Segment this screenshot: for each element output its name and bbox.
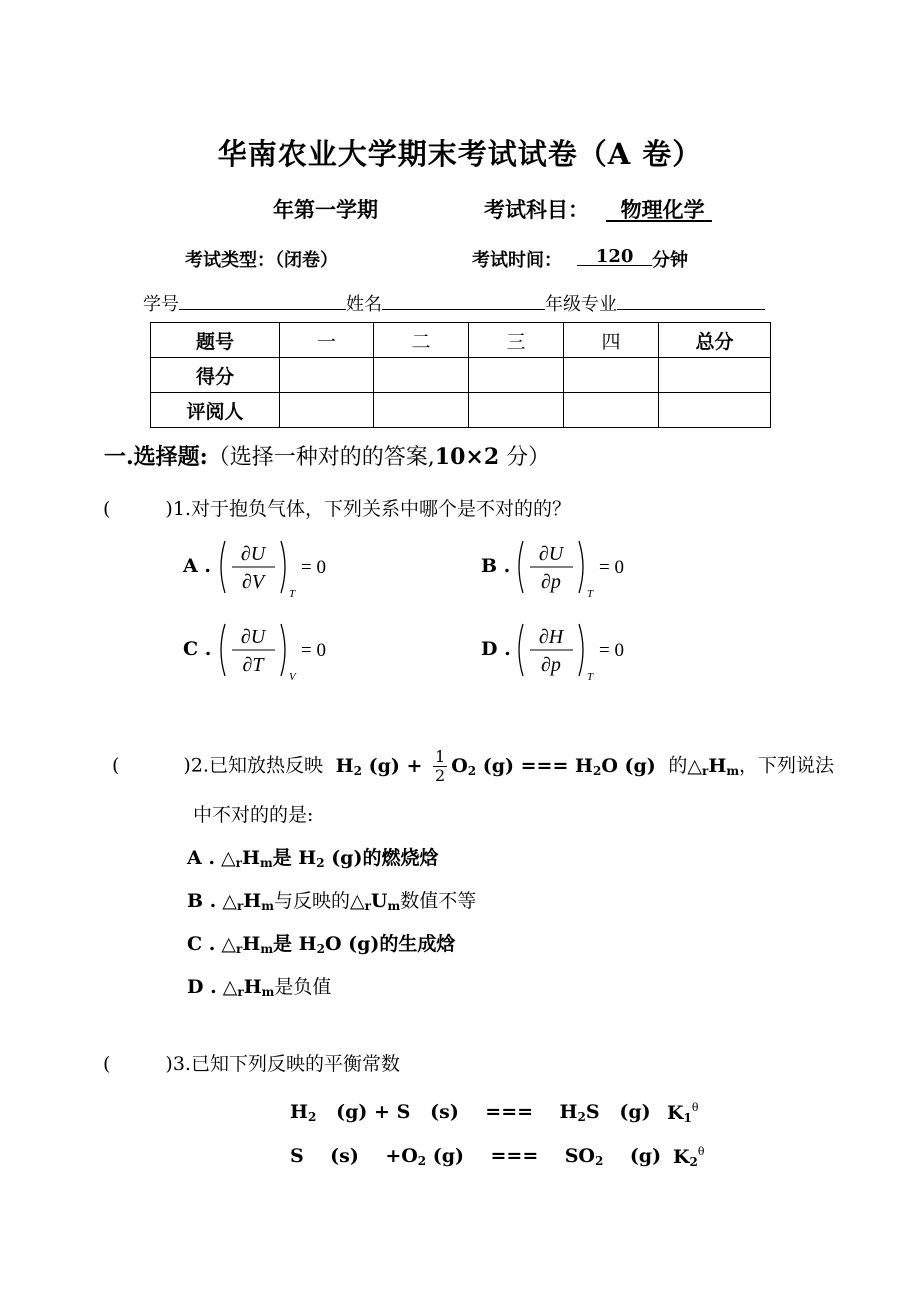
derivative-subscript: T	[587, 671, 594, 683]
score-cell[interactable]	[659, 358, 771, 393]
derivative-expression	[215, 618, 335, 686]
score-cell[interactable]	[564, 358, 659, 393]
exam-time-unit: 分钟	[652, 250, 688, 271]
score-table	[150, 322, 771, 428]
derivative-rhs: = 0	[599, 640, 624, 661]
derivative-numerator: ∂U	[240, 543, 266, 565]
name-field[interactable]	[382, 291, 545, 310]
option-d[interactable]: D . $\triangle_rH_m$是负值	[187, 976, 332, 999]
derivative-expression	[513, 535, 633, 603]
subject-value: 物理化学	[620, 197, 705, 222]
exam-time-label: 考试时间：	[472, 250, 562, 271]
header-cell: 题号	[151, 323, 280, 358]
equilibrium-constant-2: $K_2^\theta$	[673, 1145, 705, 1169]
question-2: ( )2.已知放热反映 $H_2$ (g) + $\frac{1}{2}$ $O_2$ (g) === $H_2O$ (g) 的$\triangle_rH_m$，下列说法	[112, 747, 835, 785]
table-row	[151, 358, 771, 393]
score-cell[interactable]	[374, 358, 469, 393]
name-label: 姓名	[346, 294, 382, 315]
reaction-1: $H_2$ (g) + S (s) === $H_2S$ (g)	[290, 1101, 651, 1124]
equilibrium-constant-1: $K_1^\theta$	[667, 1101, 699, 1125]
derivative-numerator: ∂U	[240, 626, 266, 648]
option-c[interactable]: C . $\triangle_rH_m$是 $H_2O$ (g)的生成焓	[187, 933, 456, 956]
question-1: ( )1.对于抱负气体，下列关系中哪个是不对的的？	[103, 498, 571, 520]
subject-label: 考试科目：	[484, 197, 589, 222]
reaction-equation: $H_2$ (g) +	[329, 754, 430, 778]
student-id-label: 学号	[143, 294, 179, 315]
section-heading: 一.选择题:（选择一种对的的答案,10×2 分）	[104, 444, 551, 470]
row-label: 评阅人	[151, 393, 280, 428]
derivative-rhs: = 0	[599, 557, 624, 578]
question-3: ( )3.已知下列反映的平衡常数	[103, 1053, 400, 1075]
reaction-2: S (s) $+O_2$ (g) === $SO_2$ (g)	[290, 1145, 662, 1168]
grade-major-field[interactable]	[617, 291, 765, 310]
header-cell: 一	[280, 323, 374, 358]
grader-cell[interactable]	[659, 393, 771, 428]
derivative-expression	[215, 535, 335, 603]
derivative-numerator: ∂H	[538, 626, 564, 648]
score-cell[interactable]	[280, 358, 374, 393]
score-table-header-row	[151, 323, 771, 358]
exam-title: 华南农业大学期末考试试卷（A 卷）	[217, 137, 703, 171]
derivative-expression	[513, 618, 633, 686]
row-label: 得分	[151, 358, 280, 393]
exam-time-value: 120	[595, 246, 634, 267]
derivative-rhs: = 0	[301, 557, 326, 578]
derivative-rhs: = 0	[301, 640, 326, 661]
grader-cell[interactable]	[374, 393, 469, 428]
table-row	[151, 393, 771, 428]
header-cell: 总分	[659, 323, 771, 358]
option-b[interactable]: B . $\triangle_rH_m$与反映的$\triangle_rU_m$数值不等	[187, 890, 477, 913]
derivative-denominator: ∂V	[241, 571, 265, 593]
derivative-subscript: V	[289, 671, 296, 683]
fraction-half: $\frac{1}{2}$	[435, 747, 446, 785]
derivative-subscript: T	[289, 588, 296, 600]
student-id-field[interactable]	[179, 291, 346, 310]
grader-cell[interactable]	[469, 393, 564, 428]
header-cell: 二	[374, 323, 469, 358]
header-cell: 三	[469, 323, 564, 358]
header-cell: 四	[564, 323, 659, 358]
derivative-numerator: ∂U	[538, 543, 564, 565]
question-2-line2: 中不对的的是:	[193, 804, 314, 826]
student-info-line	[143, 290, 765, 316]
derivative-subscript: T	[587, 588, 594, 600]
derivative-denominator: ∂T	[242, 654, 264, 676]
grade-major-label: 年级专业	[545, 294, 617, 315]
derivative-denominator: ∂p	[541, 571, 561, 593]
score-cell[interactable]	[469, 358, 564, 393]
exam-type: 考试类型：（闭卷）	[185, 250, 338, 271]
semester: 年第一学期	[273, 197, 378, 222]
grader-cell[interactable]	[564, 393, 659, 428]
grader-cell[interactable]	[280, 393, 374, 428]
derivative-denominator: ∂p	[541, 654, 561, 676]
option-a[interactable]: A . $\triangle_rH_m$是 $H_2$ (g)的燃烧焓	[187, 847, 439, 870]
